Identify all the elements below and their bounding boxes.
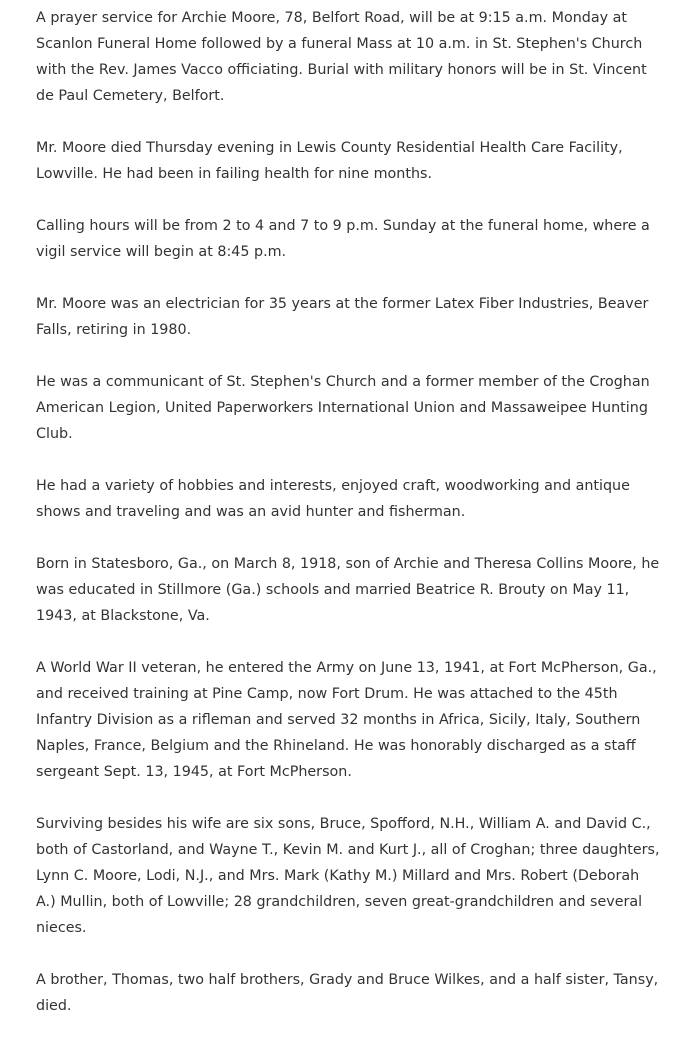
paragraph-biography: Born in Statesboro, Ga., on March 8, 1918, son of Archie and Theresa Collins Moore, he was educated in Stillmore (Ga.) schools and married Beatrice R. Brouty on May 11, 1943, at Blackstone, Va. <box>36 556 660 624</box>
paragraph-predeceased: A brother, Thomas, two half brothers, Grady and Bruce Wilkes, and a half sister, Tansy, died. <box>36 972 659 1014</box>
paragraph-calling-hours: Calling hours will be from 2 to 4 and 7 to 9 p.m. Sunday at the funeral home, where a vigil service will begin at 8:45 p.m. <box>36 218 650 260</box>
paragraph-death: Mr. Moore died Thursday evening in Lewis County Residential Health Care Facility, Lowville. He had been in failing health for nine months. <box>36 140 623 182</box>
paragraph-memberships: He was a communicant of St. Stephen's Church and a former member of the Croghan American Legion, United Paperworkers International Union and Massaweipee Hunting Club. <box>36 374 650 442</box>
paragraph-career: Mr. Moore was an electrician for 35 years at the former Latex Fiber Industries, Beaver Falls, retiring in 1980. <box>36 296 649 338</box>
paragraph-military: A World War II veteran, he entered the Army on June 13, 1941, at Fort McPherson, Ga., and received training at Pine Camp, now Fort Drum. He was attached to the 45th Infantry Division as a rifleman and served 32 months in Africa, Sicily, Italy, Southern Naples, France, Belgium and the Rhineland. He was honorably discharged as a staff sergeant Sept. 13, 1945, at Fort McPherson. <box>36 660 657 780</box>
paragraph-service: A prayer service for Archie Moore, 78, Belfort Road, will be at 9:15 a.m. Monday at Scanlon Funeral Home followed by a funeral Mass at 10 a.m. in St. Stephen's Church with the Rev. James Vacco officiating. Burial with military honors will be in St. Vincent de Paul Cemetery, Belfort. <box>36 10 647 104</box>
paragraph-hobbies: He had a variety of hobbies and interests, enjoyed craft, woodworking and antique shows and traveling and was an avid hunter and fisherman. <box>36 478 630 520</box>
paragraph-survivors: Surviving besides his wife are six sons, Bruce, Spofford, N.H., William A. and David C., both of Castorland, and Wayne T., Kevin M. and Kurt J., all of Croghan; three daughters, Lynn C. Moore, Lodi, N.J., and Mrs. Mark (Kathy M.) Millard and Mrs. Robert (Deborah A.) Mullin, both of Lowville; 28 grandchildren, seven great-grandchildren and several nieces. <box>36 816 660 936</box>
